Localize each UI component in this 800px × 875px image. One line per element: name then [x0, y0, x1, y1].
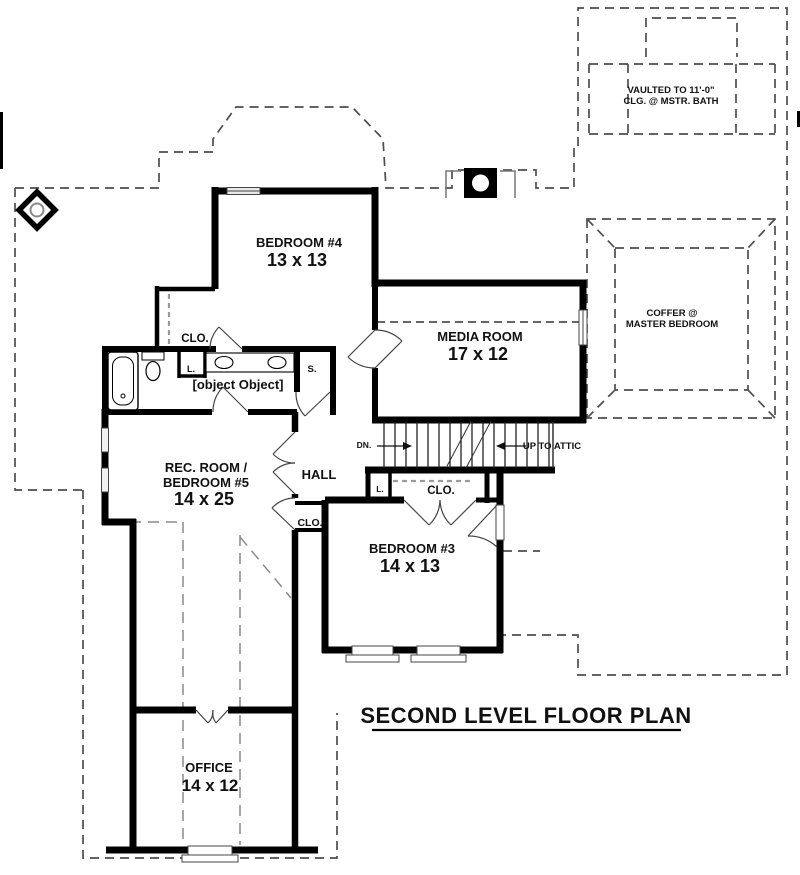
shelf-closet-door: [296, 392, 330, 416]
bedroom4-name: BEDROOM #4: [256, 235, 342, 250]
bedroom3-entry-door: [468, 505, 497, 547]
office-dims: 14 x 12: [181, 776, 239, 795]
fixtures: [0, 111, 800, 410]
bath-label: [object Object]: [192, 377, 284, 392]
bedroom3-right-window: [496, 505, 504, 540]
bedroom3-name: BEDROOM #3: [369, 541, 455, 556]
column-diamond-circle: [31, 204, 44, 217]
vaulted-bump-outline: [646, 18, 737, 57]
bedroom3-bottom-window-1: [352, 646, 393, 655]
office-door-a: [196, 710, 213, 723]
coffer-note-line2: MASTER BEDROOM: [625, 319, 719, 330]
stair-break-lines: [446, 421, 491, 468]
coffer-note-line1: COFFER @: [646, 308, 698, 319]
office-window: [188, 846, 232, 855]
interior-attic-dashes: [112, 522, 291, 845]
stairs-down-label: DN.: [356, 440, 372, 450]
down-arrow-head: [403, 442, 412, 450]
attic-arrow-head: [496, 442, 505, 450]
bedroom3-bottom-sill-1: [346, 655, 399, 662]
bedroom4-dims: 13 x 13: [266, 250, 328, 270]
clo-hall-label: CLO.: [297, 517, 323, 529]
bedroom3-bottom-window-2: [417, 646, 460, 655]
bedroom3-bottom-sill-2: [411, 655, 466, 662]
rec-double-door-a: [273, 432, 295, 463]
rec-window-1: [102, 428, 109, 452]
stairs-up-label: UP TO ATTIC: [522, 441, 582, 452]
rec-office-dash-left: [112, 522, 183, 845]
toilet: [146, 362, 160, 381]
bedroom3-dims: 14 x 13: [379, 556, 441, 576]
rec-name-line2: BEDROOM #5: [163, 475, 249, 490]
office-window-sill: [182, 855, 238, 862]
linen-bath-label: L.: [187, 364, 195, 374]
office-door-b: [213, 710, 228, 723]
clo-hall-door: [272, 498, 295, 530]
chimney-flue: [472, 175, 489, 192]
media-dims: 17 x 12: [447, 344, 509, 364]
plan-title: SECOND LEVEL FLOOR PLAN: [360, 703, 692, 728]
roof-outline-right: [502, 8, 787, 675]
bedroom4-door: [348, 330, 375, 368]
rec-double-door-b: [273, 463, 295, 494]
shelf-label: S.: [307, 364, 317, 375]
roof-outline-left-gable: [15, 107, 446, 188]
vaulted-note-line2: CLG. @ MSTR. BATH: [623, 96, 719, 107]
clo-bedroom4-door: [210, 327, 242, 349]
clo-stairs-label: CLO.: [427, 485, 455, 497]
rec-diagonal-dash: [240, 537, 291, 598]
clo-stairs-door-b: [440, 500, 476, 525]
rec-dims: 14 x 25: [173, 489, 235, 509]
scan-artifact-left: [0, 112, 3, 169]
hall-label: HALL: [301, 467, 337, 482]
media-door: [375, 330, 402, 368]
linen-stairs-label: L.: [376, 484, 384, 494]
sink-right: [268, 357, 286, 369]
rec-window-2: [102, 468, 109, 492]
media-name: MEDIA ROOM: [437, 329, 523, 344]
clo-stairs-door-a: [404, 500, 440, 525]
office-name: OFFICE: [185, 760, 233, 775]
walls: [102, 187, 586, 853]
bath-shelf: [142, 352, 164, 360]
rec-name-line1: REC. ROOM /: [164, 460, 248, 475]
vaulted-note-line1: VAULTED TO 11'-0": [627, 85, 715, 96]
clo-bedroom4-label: CLO.: [181, 333, 209, 345]
rec-walls: [102, 409, 297, 713]
sink-left: [215, 357, 233, 369]
